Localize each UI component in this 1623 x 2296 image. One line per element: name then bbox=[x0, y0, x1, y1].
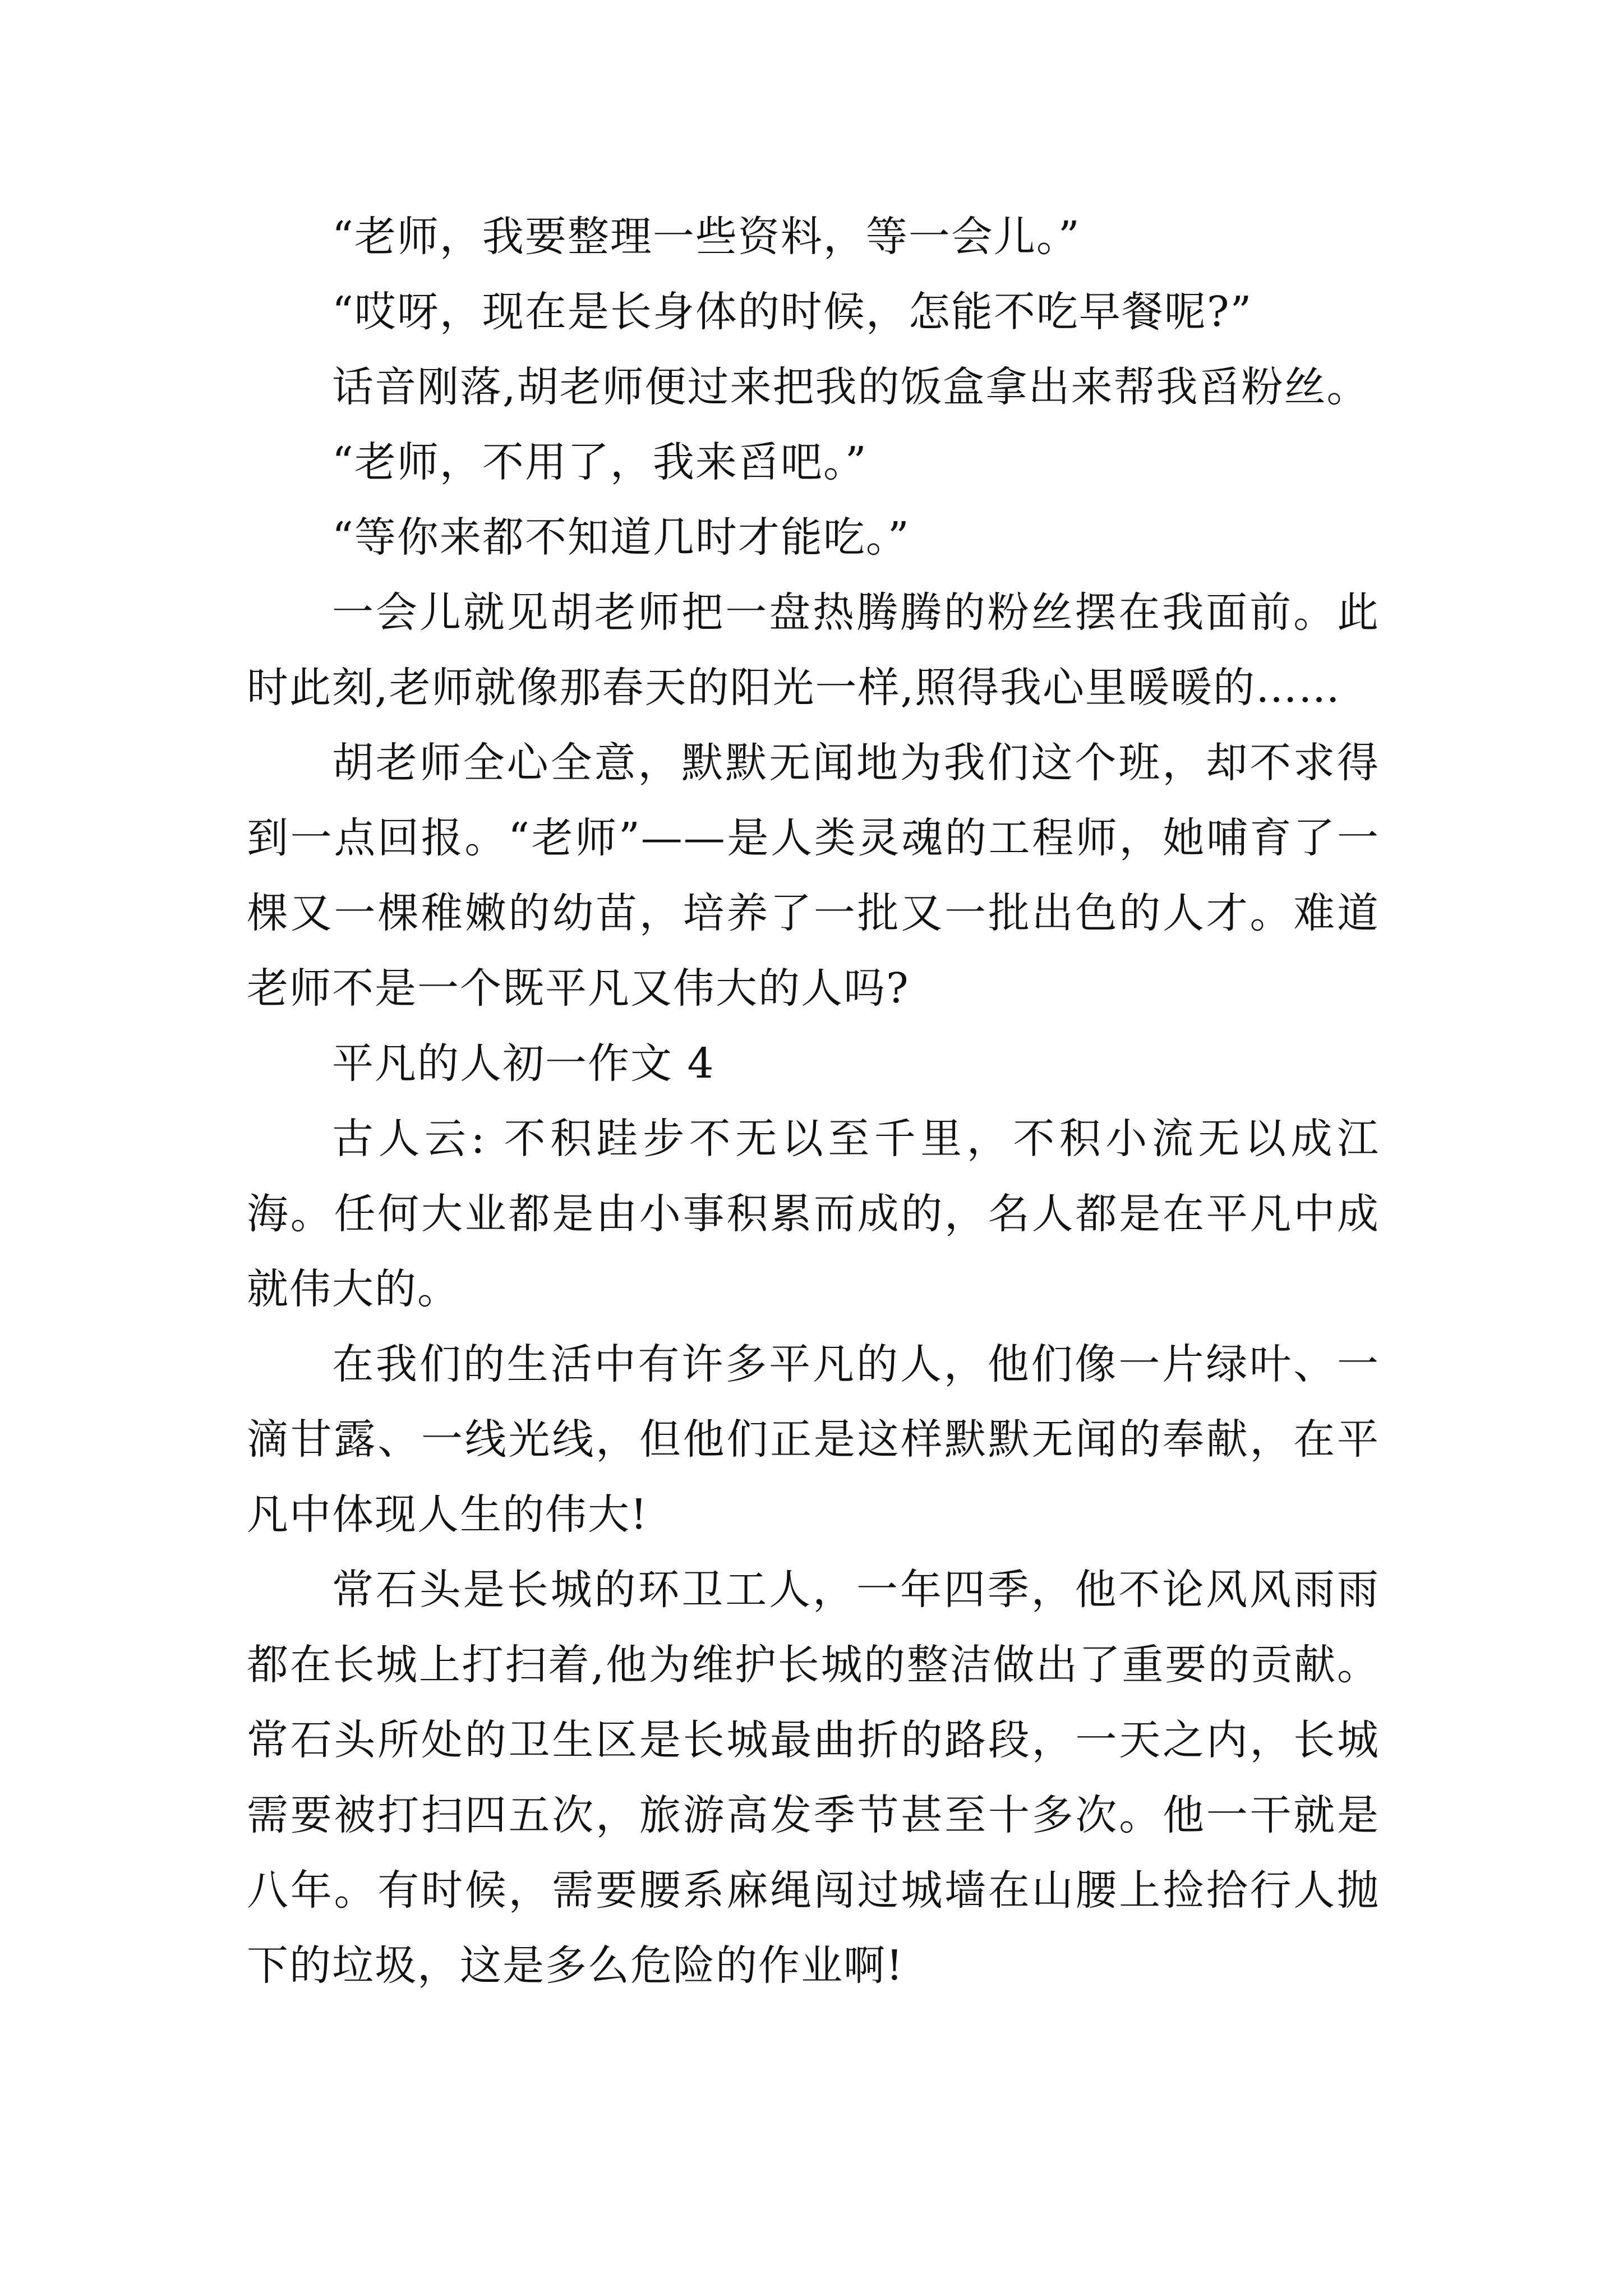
dialogue-paragraph: “哎呀，现在是长身体的时候，怎能不吃早餐呢?” bbox=[332, 288, 1253, 336]
body-paragraph: 常石头是长城的环卫工人，一年四季，他不论风风雨雨都在长城上打扫着,他为维护长城的整洁做出了重要的贡献。常石头所处的卫生区是长城最曲折的路段，一天之内，长城需要被打扫四五次，旅游高发季节甚至十多次。他一干就是八年。有时候，需要腰系麻绳闯过城墙在山腰上捡拾行人抛下的垃圾，这是多么危险的作业啊! bbox=[247, 1566, 1380, 1990]
body-paragraph: 胡老师全心全意，默默无闻地为我们这个班，却不求得到一点回报。“老师”——是人类灵魂的工程师，她哺育了一棵又一棵稚嫩的幼苗，培养了一批又一批出色的人才。难道老师不是一个既平凡又伟大的人吗? bbox=[247, 739, 1380, 1013]
section-heading: 平凡的人初一作文 4 bbox=[332, 1039, 715, 1088]
body-paragraph: 在我们的生活中有许多平凡的人，他们像一片绿叶、一滴甘露、一线光线，但他们正是这样默默无闻的奉献，在平凡中体现人生的伟大! bbox=[247, 1340, 1380, 1539]
dialogue-paragraph: “老师，我要整理一些资料，等一会儿。” bbox=[332, 213, 1081, 261]
body-paragraph: 一会儿就见胡老师把一盘热腾腾的粉丝摆在我面前。此时此刻,老师就像那春天的阳光一样,照得我心里暖暖的…… bbox=[247, 588, 1380, 712]
body-paragraph: 古人云: 不积跬步不无以至千里，不积小流无以成江海。任何大业都是由小事积累而成的，名人都是在平凡中成就伟大的。 bbox=[247, 1115, 1380, 1313]
dialogue-paragraph: “老师，不用了，我来舀吧。” bbox=[332, 438, 868, 486]
body-paragraph: 话音刚落,胡老师便过来把我的饭盒拿出来帮我舀粉丝。 bbox=[332, 363, 1370, 411]
document-body bbox=[247, 199, 1380, 2003]
dialogue-paragraph: “等你来都不知道几时才能吃。” bbox=[332, 513, 910, 562]
